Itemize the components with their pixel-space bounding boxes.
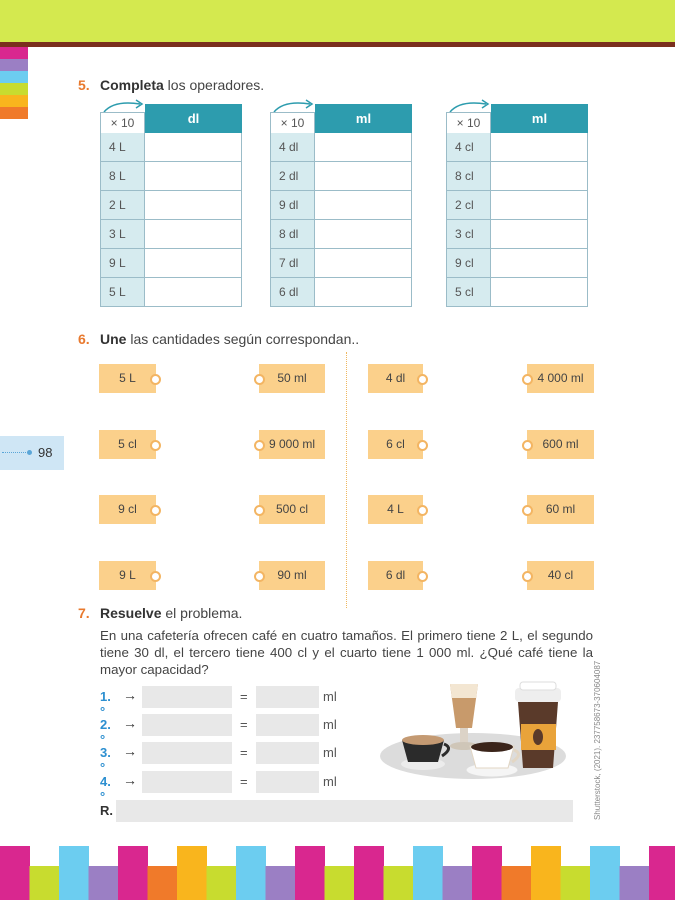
- unit-label: ml: [323, 689, 337, 704]
- ordinal-label: 2.°: [100, 717, 111, 747]
- connector-dot-icon[interactable]: [150, 571, 161, 582]
- q5-rest: los operadores.: [163, 77, 265, 93]
- source-quantity: 2 dl: [270, 162, 315, 191]
- source-quantity: 5 L: [100, 278, 145, 307]
- table-row: [446, 133, 591, 162]
- connector-dot-icon[interactable]: [522, 440, 533, 451]
- table-row: [100, 191, 245, 220]
- conversion-table-2: [270, 104, 415, 307]
- answer-cell[interactable]: [315, 220, 412, 249]
- connector-dot-icon[interactable]: [417, 505, 428, 516]
- ordinal-label: 1.°: [100, 689, 111, 719]
- connector-dot-icon[interactable]: [522, 374, 533, 385]
- connector-dot-icon[interactable]: [254, 571, 265, 582]
- quantity-chip[interactable]: [368, 561, 423, 590]
- q6-number: 6.: [78, 331, 90, 347]
- unit-label: ml: [323, 717, 337, 732]
- quantity-chip[interactable]: [368, 430, 423, 459]
- table-row: [100, 278, 245, 307]
- connector-dot-icon[interactable]: [522, 505, 533, 516]
- ml-input[interactable]: [256, 742, 319, 764]
- arrow-right-icon: →: [123, 772, 137, 788]
- q5-verb: Completa: [100, 77, 164, 93]
- table-row: [270, 249, 415, 278]
- arrow-right-icon: →: [123, 743, 137, 759]
- quantity-input[interactable]: [142, 742, 232, 764]
- source-quantity: 4 dl: [270, 133, 315, 162]
- source-quantity: 9 dl: [270, 191, 315, 220]
- response-input[interactable]: [116, 800, 573, 822]
- q5-number: 5.: [78, 77, 90, 93]
- page-number-tab: [0, 436, 64, 470]
- target-unit: ml: [491, 104, 588, 133]
- connector-dot-icon[interactable]: [254, 440, 265, 451]
- q7-problem-text: En una cafetería ofrecen café en cuatro tamaños. El primero tiene 2 L, el segundo tiene 30 dl, el tercero tiene 400 cl y el cuarto tiene 1 000 ml. ¿Qué café tiene la mayor capacidad?: [100, 628, 593, 677]
- source-quantity: 3 cl: [446, 220, 491, 249]
- chip-label: 4 L: [387, 502, 404, 516]
- table-row: [446, 191, 591, 220]
- quantity-chip[interactable]: [368, 364, 423, 393]
- quantity-input[interactable]: [142, 686, 232, 708]
- answer-cell[interactable]: [315, 133, 412, 162]
- coffee-cups-illustration: [378, 678, 578, 780]
- table-row: [100, 133, 245, 162]
- connector-dot-icon[interactable]: [417, 440, 428, 451]
- image-credit: Shutterstock, (2021). 237758673-370604087: [593, 660, 602, 820]
- source-quantity: 8 dl: [270, 220, 315, 249]
- arrow-right-icon: →: [123, 687, 137, 703]
- conversion-table-1: [100, 104, 245, 307]
- top-color-bar: [0, 0, 675, 42]
- connector-dot-icon[interactable]: [417, 571, 428, 582]
- ordinal-label: 4.°: [100, 774, 111, 804]
- answer-cell[interactable]: [491, 191, 588, 220]
- ordinal-label: 3.°: [100, 745, 111, 775]
- arrow-right-icon: →: [123, 715, 137, 731]
- chip-label: 60 ml: [545, 502, 576, 516]
- quantity-chip[interactable]: [259, 561, 325, 590]
- answer-cell[interactable]: [491, 133, 588, 162]
- table-row: [270, 133, 415, 162]
- quantity-input[interactable]: [142, 714, 232, 736]
- table-header: [100, 104, 245, 133]
- target-unit: dl: [145, 104, 242, 133]
- ml-input[interactable]: [256, 714, 319, 736]
- q7-number: 7.: [78, 605, 90, 621]
- chip-label: 4 dl: [385, 371, 406, 385]
- answer-cell[interactable]: [145, 133, 242, 162]
- source-quantity: 4 cl: [446, 133, 491, 162]
- source-quantity: 5 cl: [446, 278, 491, 307]
- table-row: [270, 162, 415, 191]
- response-label: R.: [100, 803, 113, 818]
- quantity-chip[interactable]: [259, 495, 325, 524]
- connector-dot-icon[interactable]: [254, 505, 265, 516]
- table-row: [446, 162, 591, 191]
- source-quantity: 8 L: [100, 162, 145, 191]
- q6-instruction: [100, 331, 359, 347]
- answer-cell[interactable]: [145, 220, 242, 249]
- bottom-color-stripes: [0, 846, 675, 900]
- quantity-chip[interactable]: [259, 430, 325, 459]
- source-quantity: 3 L: [100, 220, 145, 249]
- operator-label: × 10: [446, 112, 491, 133]
- ml-input[interactable]: [256, 686, 319, 708]
- table-row: [446, 249, 591, 278]
- answer-cell[interactable]: [491, 220, 588, 249]
- conversion-table-3: [446, 104, 591, 307]
- table-row: [100, 162, 245, 191]
- quantity-chip[interactable]: [99, 561, 156, 590]
- source-quantity: 2 cl: [446, 191, 491, 220]
- quantity-chip[interactable]: [368, 495, 423, 524]
- answer-cell[interactable]: [145, 162, 242, 191]
- source-quantity: 2 L: [100, 191, 145, 220]
- q6-verb: Une: [100, 331, 127, 347]
- equals-sign: =: [240, 774, 248, 789]
- chip-label: 9 L: [119, 568, 136, 582]
- source-quantity: 7 dl: [270, 249, 315, 278]
- quantity-chip[interactable]: [527, 364, 594, 393]
- table-row: [100, 220, 245, 249]
- matching-divider: [346, 352, 347, 608]
- connector-dot-icon[interactable]: [150, 505, 161, 516]
- answer-cell[interactable]: [491, 249, 588, 278]
- quantity-chip[interactable]: [99, 364, 156, 393]
- side-color-tabs: [0, 47, 28, 119]
- quantity-chip[interactable]: [259, 364, 325, 393]
- q5-instruction: [100, 77, 264, 93]
- equals-sign: =: [240, 689, 248, 704]
- quantity-chip[interactable]: [527, 561, 594, 590]
- table-header: [270, 104, 415, 133]
- table-row: [270, 220, 415, 249]
- answer-cell[interactable]: [315, 278, 412, 307]
- chip-label: 600 ml: [542, 437, 579, 451]
- answer-cell[interactable]: [145, 191, 242, 220]
- ml-input[interactable]: [256, 771, 319, 793]
- equals-sign: =: [240, 717, 248, 732]
- table-row: [446, 278, 591, 307]
- chip-label: 90 ml: [277, 568, 307, 582]
- unit-label: ml: [323, 745, 337, 760]
- answer-cell[interactable]: [315, 162, 412, 191]
- q7-rest: el problema.: [161, 605, 243, 621]
- quantity-chip[interactable]: [527, 430, 594, 459]
- source-quantity: 6 dl: [270, 278, 315, 307]
- top-divider-line: [0, 42, 675, 47]
- table-row: [270, 191, 415, 220]
- operator-label: × 10: [270, 112, 315, 133]
- chip-label: 5 L: [119, 371, 136, 385]
- q6-rest: las cantidades según correspondan..: [126, 331, 360, 347]
- quantity-input[interactable]: [142, 771, 232, 793]
- table-row: [270, 278, 415, 307]
- chip-label: 9 000 ml: [268, 437, 316, 451]
- answer-cell[interactable]: [491, 278, 588, 307]
- answer-cell[interactable]: [315, 191, 412, 220]
- quantity-chip[interactable]: [99, 430, 156, 459]
- answer-cell[interactable]: [491, 162, 588, 191]
- page-number: 98: [38, 445, 53, 460]
- chip-label: 50 ml: [277, 371, 307, 385]
- chip-label: 6 cl: [386, 437, 405, 451]
- table-row: [446, 220, 591, 249]
- source-quantity: 4 L: [100, 133, 145, 162]
- chip-label: 40 cl: [547, 568, 574, 582]
- quantity-chip[interactable]: [527, 495, 594, 524]
- source-quantity: 9 L: [100, 249, 145, 278]
- answer-cell[interactable]: [145, 249, 242, 278]
- operator-label: × 10: [100, 112, 145, 133]
- chip-label: 500 cl: [275, 502, 309, 516]
- answer-cell[interactable]: [145, 278, 242, 307]
- source-quantity: 8 cl: [446, 162, 491, 191]
- chip-label: 6 dl: [385, 568, 406, 582]
- table-header: [446, 104, 591, 133]
- chip-label: 5 cl: [118, 437, 137, 451]
- answer-cell[interactable]: [315, 249, 412, 278]
- q7-verb: Resuelve: [100, 605, 162, 621]
- connector-dot-icon[interactable]: [417, 374, 428, 385]
- connector-dot-icon[interactable]: [254, 374, 265, 385]
- equals-sign: =: [240, 745, 248, 760]
- table-row: [100, 249, 245, 278]
- unit-label: ml: [323, 774, 337, 789]
- source-quantity: 9 cl: [446, 249, 491, 278]
- target-unit: ml: [315, 104, 412, 133]
- quantity-chip[interactable]: [99, 495, 156, 524]
- connector-dot-icon[interactable]: [150, 374, 161, 385]
- chip-label: 4 000 ml: [537, 371, 584, 385]
- chip-label: 9 cl: [118, 502, 137, 516]
- connector-dot-icon[interactable]: [150, 440, 161, 451]
- connector-dot-icon[interactable]: [522, 571, 533, 582]
- q7-instruction: [100, 605, 242, 621]
